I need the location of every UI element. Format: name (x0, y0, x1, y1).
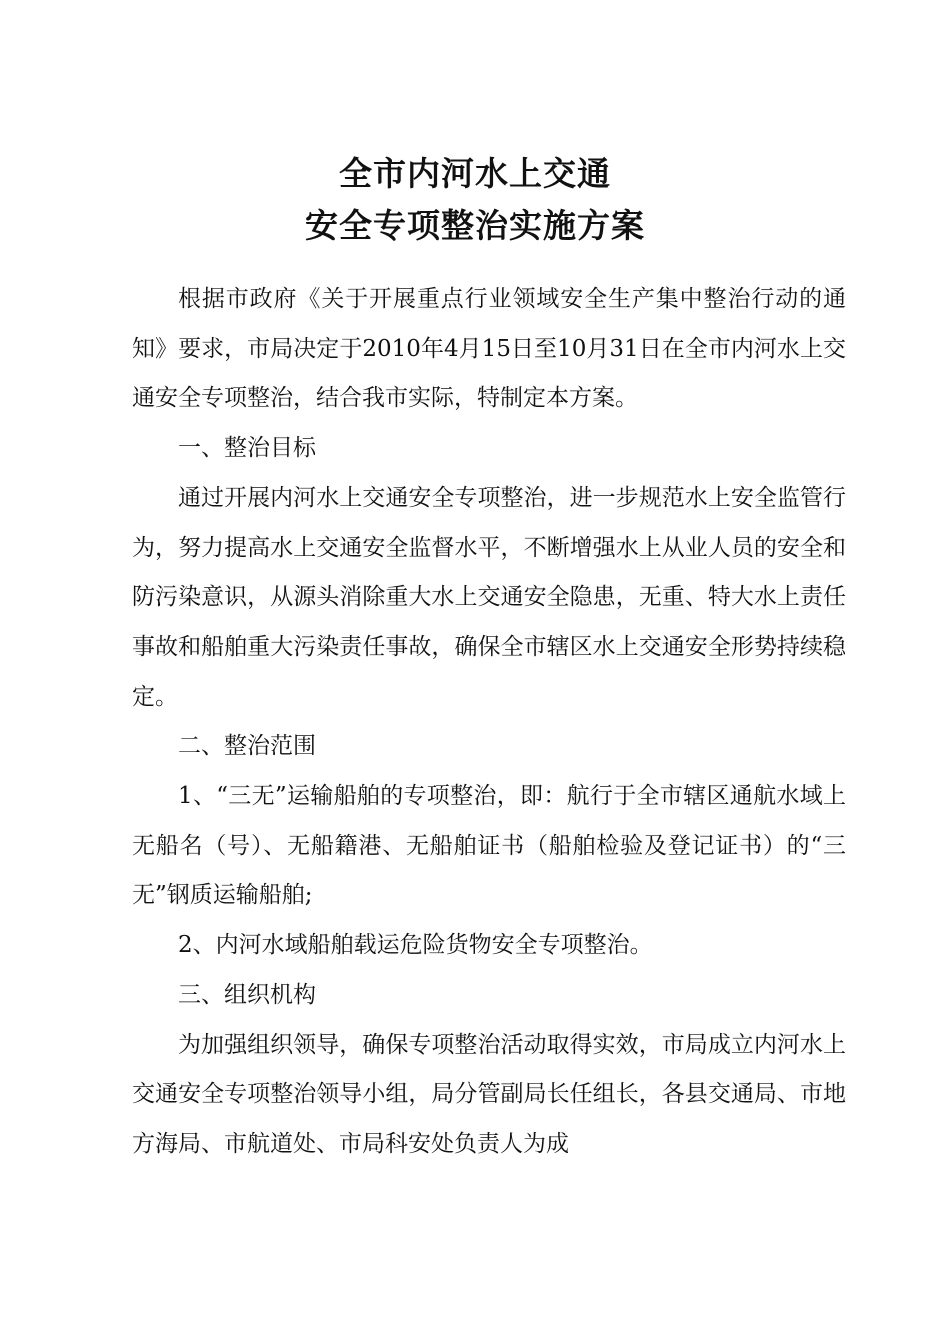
document-title-line-1: 全市内河水上交通 (339, 154, 611, 193)
goals-paragraph: 通过开展内河水上交通安全专项整治，进一步规范水上安全监管行为，努力提高水上交通安全监督水平，不断增强水上从业人员的安全和防污染意识，从源头消除重大水上交通安全隐患，无重、特大水上责任事故和船舶重大污染责任事故，确保全市辖区水上交通安全形势持续稳定。 (132, 484, 846, 710)
scope-item-1: 1、“三无”运输船舶的专项整治，即：航行于全市辖区通航水域上无船名（号）、无船籍港、无船舶证书（船舶检验及登记证书）的“三无”钢质运输船舶; (132, 783, 846, 909)
scope-item-2: 2、内河水域船舶载运危险货物安全专项整治。 (178, 932, 653, 959)
section-heading-goals: 一、整治目标 (178, 435, 316, 462)
section-heading-organization: 三、组织机构 (178, 981, 316, 1008)
section-heading-scope: 二、整治范围 (178, 733, 316, 760)
document-body (132, 275, 846, 1170)
intro-paragraph: 根据市政府《关于开展重点行业领域安全生产集中整治行动的通知》要求，市局决定于2010年4月15日至10月31日在全市内河水上交通安全专项整治，结合我市实际，特制定本方案。 (132, 286, 846, 412)
organization-paragraph: 为加强组织领导，确保专项整治活动取得实效，市局成立内河水上交通安全专项整治领导小组，局分管副局长任组长，各县交通局、市地方海局、市航道处、市局科安处负责人为成 (132, 1031, 846, 1157)
document-title-line-2: 安全专项整治实施方案 (305, 206, 645, 245)
